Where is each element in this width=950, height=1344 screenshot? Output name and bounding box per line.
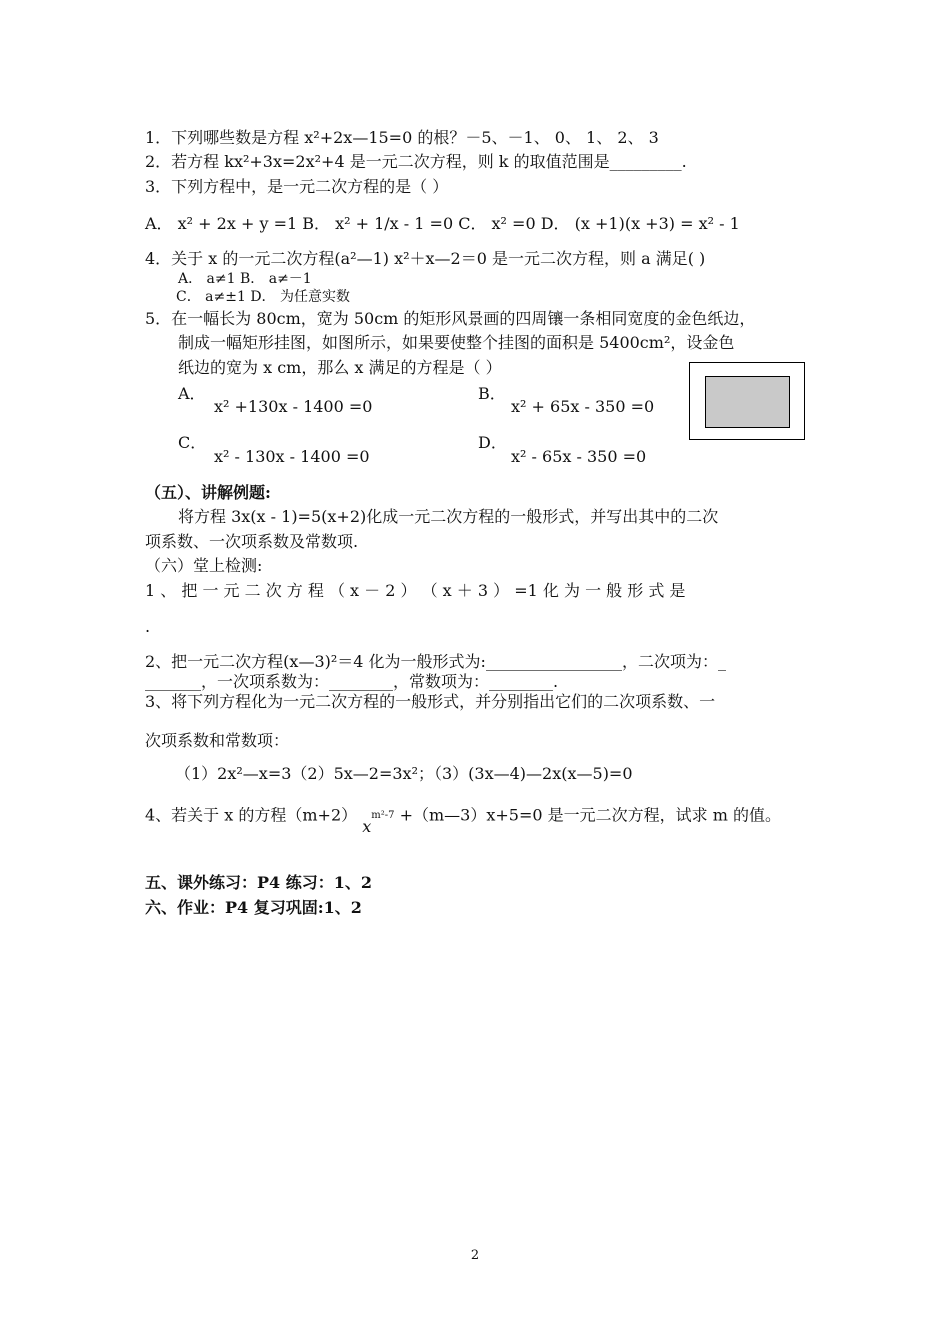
question-4-options-ab: A． a≠1 B． a≠－1 — [178, 271, 312, 287]
question-4-options-cd: C． a≠±1 D． 为任意实数 — [176, 289, 351, 305]
section-6-title: （六）堂上检测: — [145, 556, 263, 575]
q5-option-c: x² - 130x - 1400 =0 — [214, 447, 370, 466]
page-number: 2 — [470, 1248, 480, 1263]
q5-option-b: x² + 65x - 350 =0 — [511, 397, 655, 416]
q5-option-d: x² - 65x - 350 =0 — [511, 447, 647, 466]
question-5-line1: 5．在一幅长为 80cm，宽为 50cm 的矩形风景画的四周镶一条相同宽度的金色纸边， — [145, 309, 756, 328]
test-4 — [145, 801, 781, 837]
section-5-line1: 将方程 3x(x - 1)=5(x+2)化成一元二次方程的一般形式，并写出其中的二次 — [178, 507, 719, 526]
picture-frame-diagram — [689, 362, 805, 440]
question-2: 2．若方程 kx²+3x=2x²+4 是一元二次方程，则 k 的取值范围是_________. — [145, 152, 687, 171]
q5-option-a: x² +130x - 1400 =0 — [214, 397, 373, 416]
test-4-pre: 4、若关于 x 的方程（m+2） — [145, 805, 358, 825]
test-1-end: . — [145, 617, 151, 636]
question-1: 1．下列哪些数是方程 x²+2x—15=0 的根？－5、－1、 0、 1、 2、 3 — [145, 128, 659, 147]
picture-frame-inner — [705, 376, 790, 428]
question-4: 4．关于 x 的一元二次方程(a²—1) x²＋x—2＝0 是一元二次方程，则 a 满足( ) — [145, 249, 706, 268]
question-5-line3: 纸边的宽为 x cm，那么 x 满足的方程是（ ） — [178, 358, 502, 377]
test-4-post: +（m—3）x+5=0 是一元二次方程，试求 m 的值。 — [399, 805, 781, 825]
test-3-line1: 3、将下列方程化为一元二次方程的一般形式，并分别指出它们的二次项系数、一 — [145, 692, 716, 711]
test-3-line2: 次项系数和常数项： — [145, 731, 290, 750]
q5-option-c-label: C． — [178, 433, 207, 452]
question-3: 3．下列方程中，是一元二次方程的是（ ） — [145, 177, 449, 196]
section-5-title: （五）、讲解例题: — [145, 483, 271, 502]
question-3-options: A． x² + 2x + y =1 B． x² + 1/x - 1 =0 C． x² =0 D． (x +1)(x +3) = x² - 1 — [145, 214, 740, 233]
test-3-items: （1）2x²—x=3（2）5x—2=3x²；（3）(3x—4)—2x(x—5)=0 — [175, 764, 633, 783]
question-5-line2: 制成一幅矩形挂图，如图所示，如果要使整个挂图的面积是 5400cm²，设金色 — [178, 333, 735, 352]
q5-option-d-label: D． — [478, 433, 507, 452]
test-2-line2: _______，一次项系数为：________，常数项为：________. — [145, 672, 559, 691]
homework-assignment: 六、作业：P4 复习巩固:1、2 — [145, 898, 362, 917]
test-4-power-base: x — [362, 817, 372, 837]
test-2-line1: 2、把一元二次方程(x—3)²＝4 化为一般形式为:_________________，二次项为：_ — [145, 652, 726, 671]
test-1: 1 、 把 一 元 二 次 方 程 （ x － 2 ） （ x ＋ 3 ） =1 化 为 一 般 形 式 是 — [145, 581, 686, 600]
homework-extra: 五、课外练习：P4 练习：1、2 — [145, 873, 373, 892]
q5-option-a-label: A． — [178, 384, 206, 403]
section-5-line2: 项系数、一次项系数及常数项. — [145, 532, 359, 551]
test-4-power-exp: m²-7 — [371, 810, 395, 821]
q5-option-b-label: B． — [478, 384, 506, 403]
